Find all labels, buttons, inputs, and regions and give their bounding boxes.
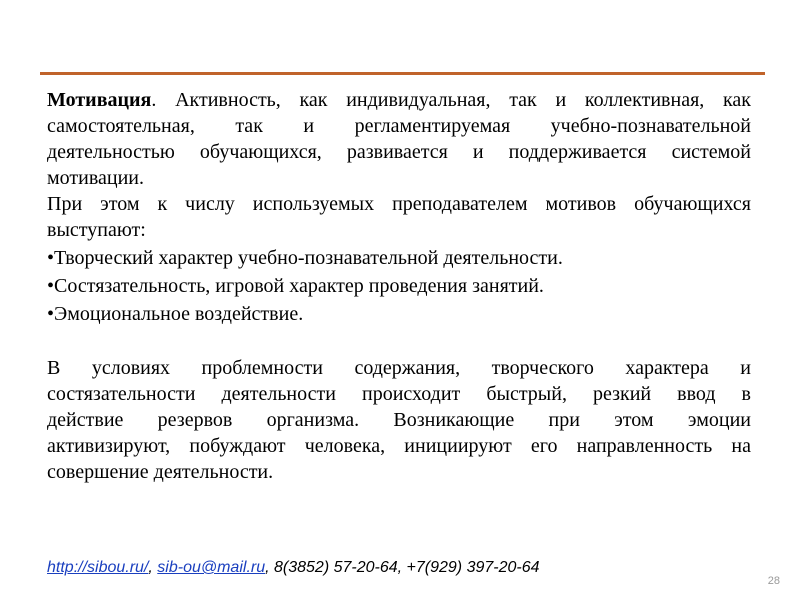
bullet-item: •Эмоциональное воздействие. xyxy=(47,303,304,325)
header-divider-line xyxy=(40,72,765,75)
footer-phones: , 8(3852) 57-20-64, +7(929) 397-20-64 xyxy=(265,559,540,576)
paragraph-2-line-2: выступают: xyxy=(47,219,146,241)
bullet-item: •Состязательность, игровой характер проведения занятий. xyxy=(47,275,544,297)
paragraph-2-line-1: При этом к числу используемых преподавателем мотивов обучающихся xyxy=(47,193,751,215)
paragraph-3-line-5: совершение деятельности. xyxy=(47,461,274,483)
paragraph-1-line-1 xyxy=(47,87,751,113)
paragraph-3-line-1: В условиях проблемности содержания, творческого характера и xyxy=(47,357,751,379)
paragraph-1-line-2: самостоятельная, так и регламентируемая учебно-познавательной xyxy=(47,115,751,137)
paragraph-3-line-3: действие резервов организма. Возникающие при этом эмоции xyxy=(47,409,751,431)
paragraph-1-line-1-text: . Активность, как индивидуальная, так и коллективная, как xyxy=(151,89,751,111)
paragraph-1-line-3: деятельностью обучающихся, развивается и поддерживается системой xyxy=(47,141,751,163)
term-motivation: Мотивация xyxy=(47,89,152,111)
email-link[interactable]: sib-ou@mail.ru xyxy=(157,559,266,576)
site-link[interactable]: http://sibou.ru/ xyxy=(47,559,149,576)
paragraph-3-line-4: активизируют, побуждают человека, инициируют его направленность на xyxy=(47,435,751,457)
page-number: 28 xyxy=(767,575,780,587)
footer-separator: , xyxy=(148,559,158,576)
paragraph-1-line-4: мотивации. xyxy=(47,167,145,189)
bullet-item: •Творческий характер учебно-познавательной деятельности. xyxy=(47,247,563,269)
paragraph-3-line-2: состязательности деятельности происходит быстрый, резкий ввод в xyxy=(47,383,751,405)
contact-footer xyxy=(47,557,540,579)
